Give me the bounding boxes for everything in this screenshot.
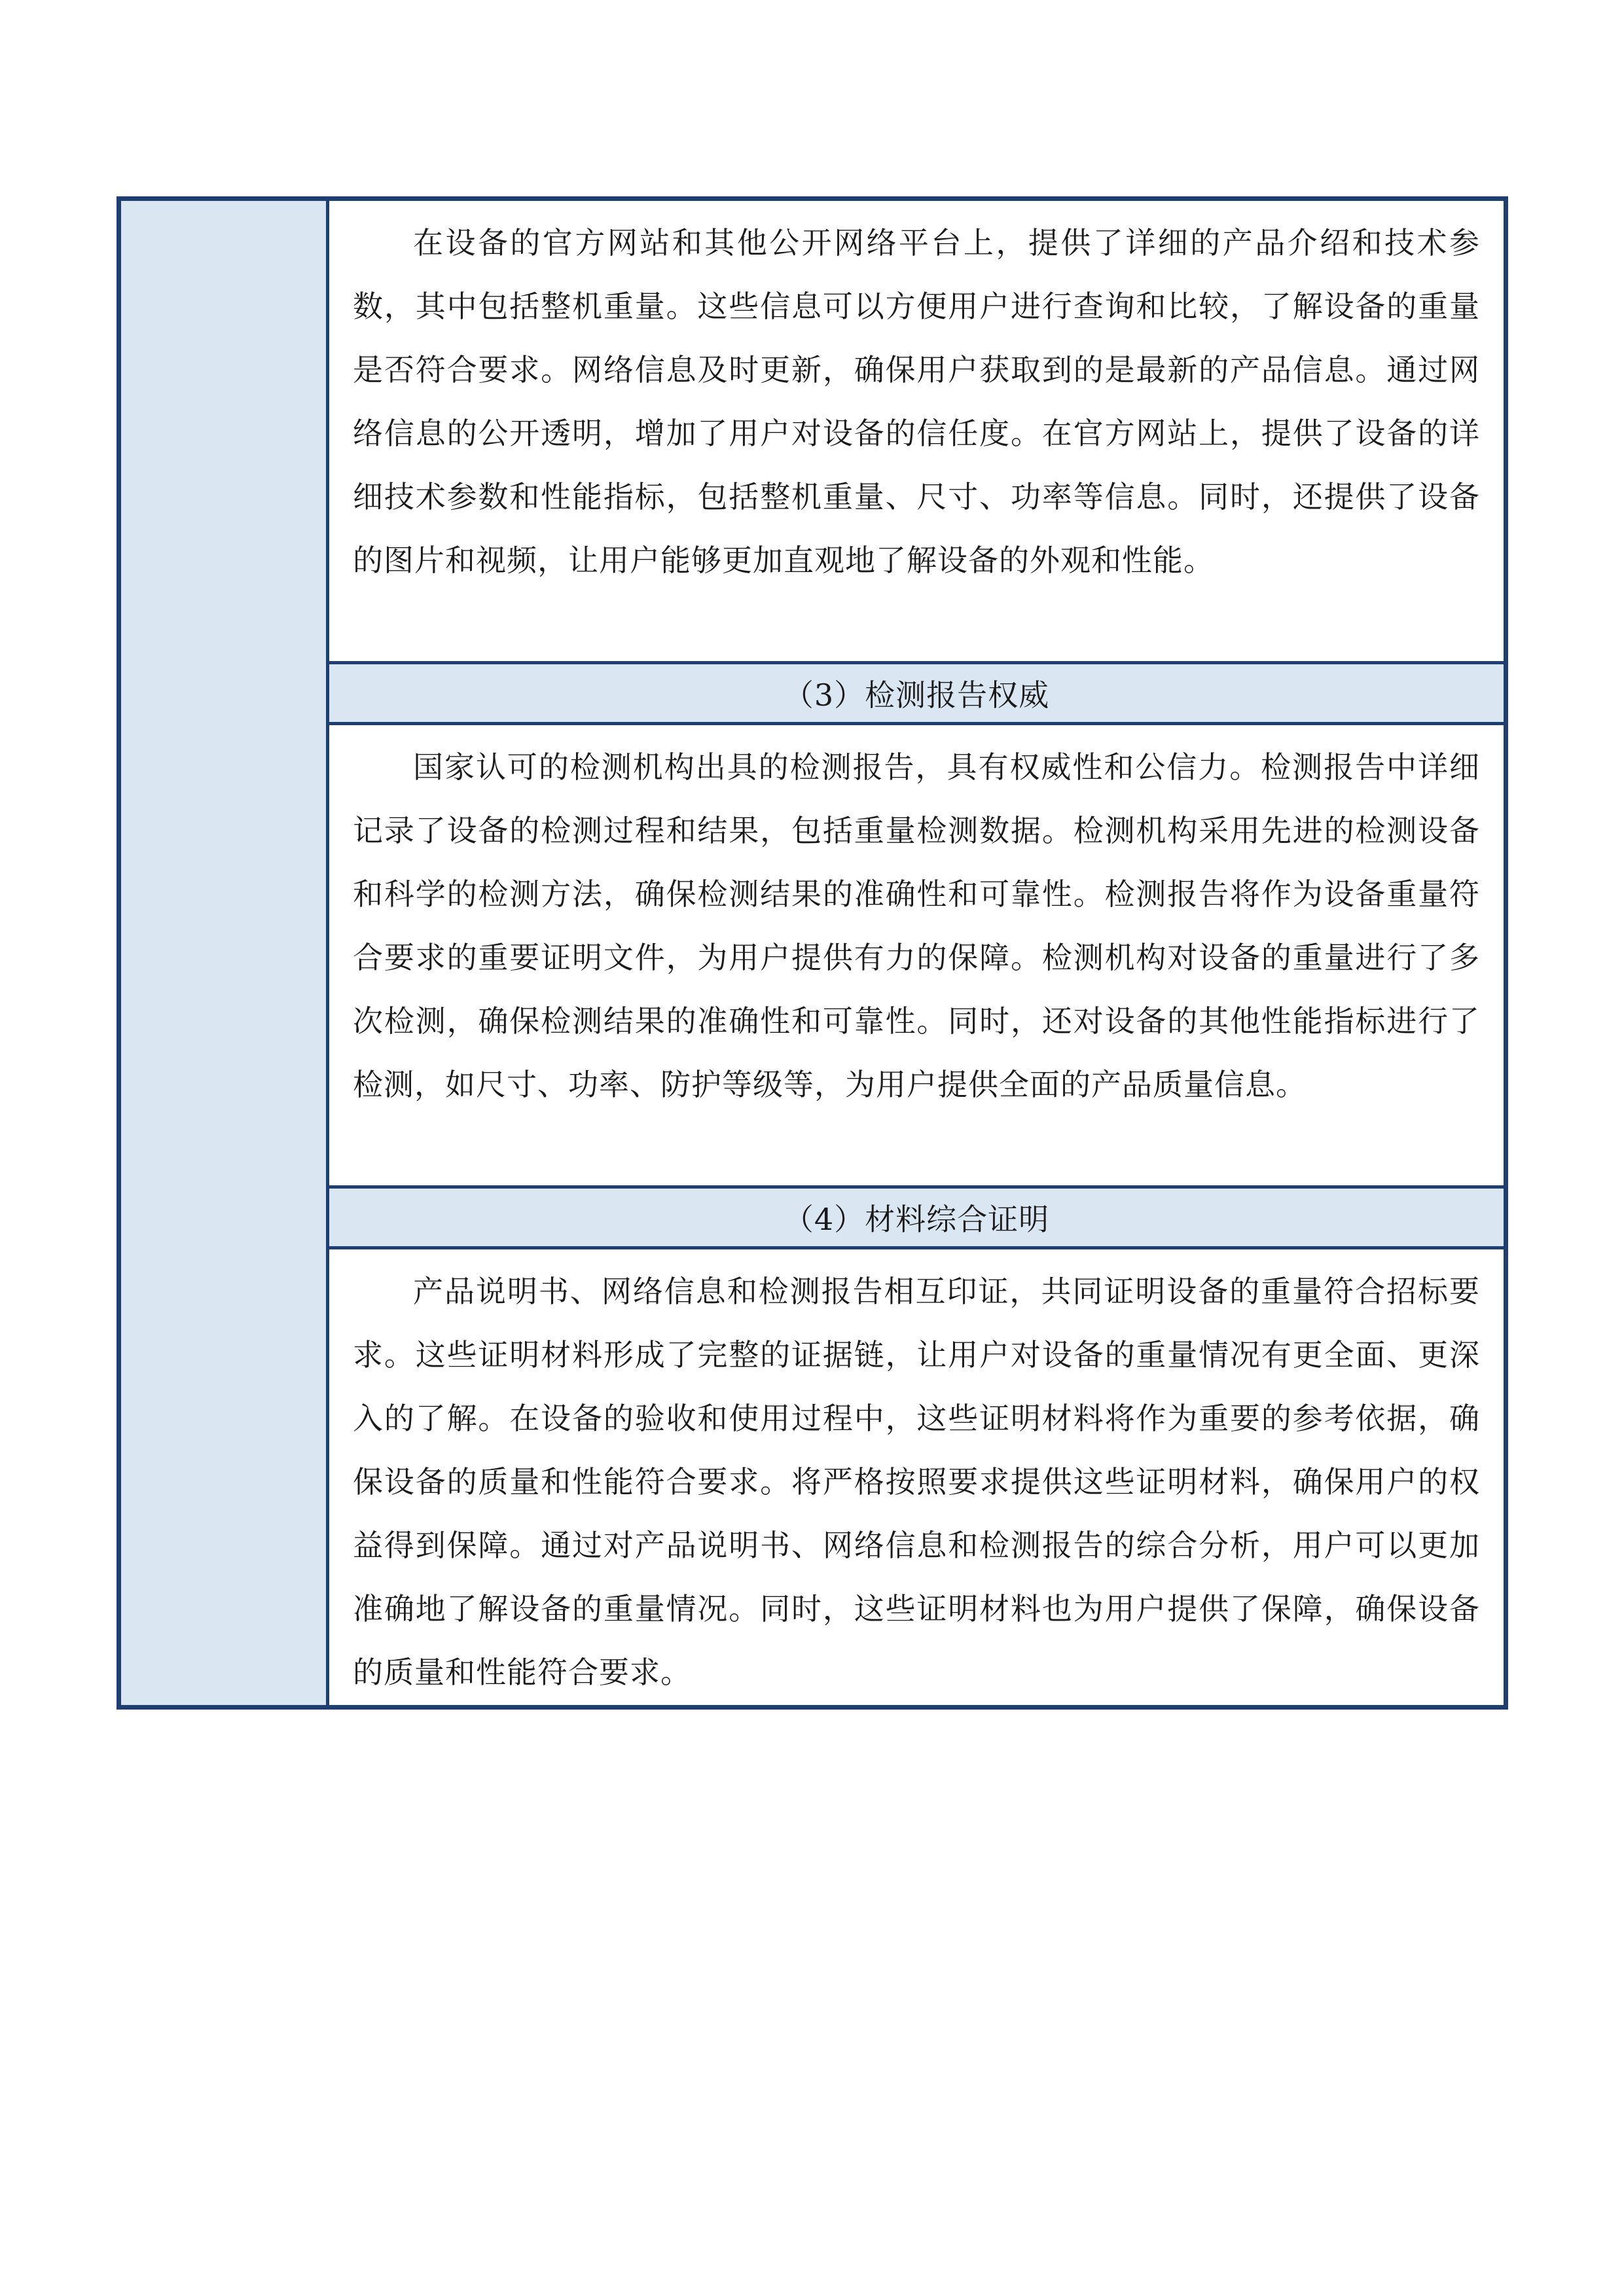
paragraph-test-report: 国家认可的检测机构出具的检测报告，具有权威性和公信力。检测报告中详细记录了设备的检测过程和结果，包括重量检测数据。检测机构采用先进的检测设备和科学的检测方法，确保检测结果的准确性和可靠性。检测报告将作为设备重量符合要求的重要证明文件，为用户提供有力的保障。检测机构对设备的重量进行了多次检测，确保检测结果的准确性和可靠性。同时，还对设备的其他性能指标进行了检测，如尺寸、功率、防护等级等，为用户提供全面的产品质量信息。 (353, 749, 1480, 1102)
section-heading-material-proof: （4）材料综合证明 (329, 1185, 1504, 1249)
paragraph-network-info: 在设备的官方网站和其他公开网络平台上，提供了详细的产品介绍和技术参数，其中包括整机重量。这些信息可以方便用户进行查询和比较，了解设备的重量是否符合要求。网络信息及时更新，确保用户获取到的是最新的产品信息。通过网络信息的公开透明，增加了用户对设备的信任度。在官方网站上，提供了设备的详细技术参数和性能指标，包括整机重量、尺寸、功率等信息。同时，还提供了设备的图片和视频，让用户能够更加直观地了解设备的外观和性能。 (353, 225, 1480, 578)
document-table (117, 196, 1508, 1710)
table-left-column (121, 201, 329, 1705)
paragraph-material-proof: 产品说明书、网络信息和检测报告相互印证，共同证明设备的重量符合招标要求。这些证明材料形成了完整的证据链，让用户对设备的重量情况有更全面、更深入的了解。在设备的验收和使用过程中，这些证明材料将作为重要的参考依据，确保设备的质量和性能符合要求。将严格按照要求提供这些证明材料，确保用户的权益得到保障。通过对产品说明书、网络信息和检测报告的综合分析，用户可以更加准确地了解设备的重量情况。同时，这些证明材料也为用户提供了保障，确保设备的质量和性能符合要求。 (353, 1274, 1480, 1690)
table-right-column (329, 201, 1504, 1705)
section-heading-test-report: （3）检测报告权威 (329, 661, 1504, 725)
